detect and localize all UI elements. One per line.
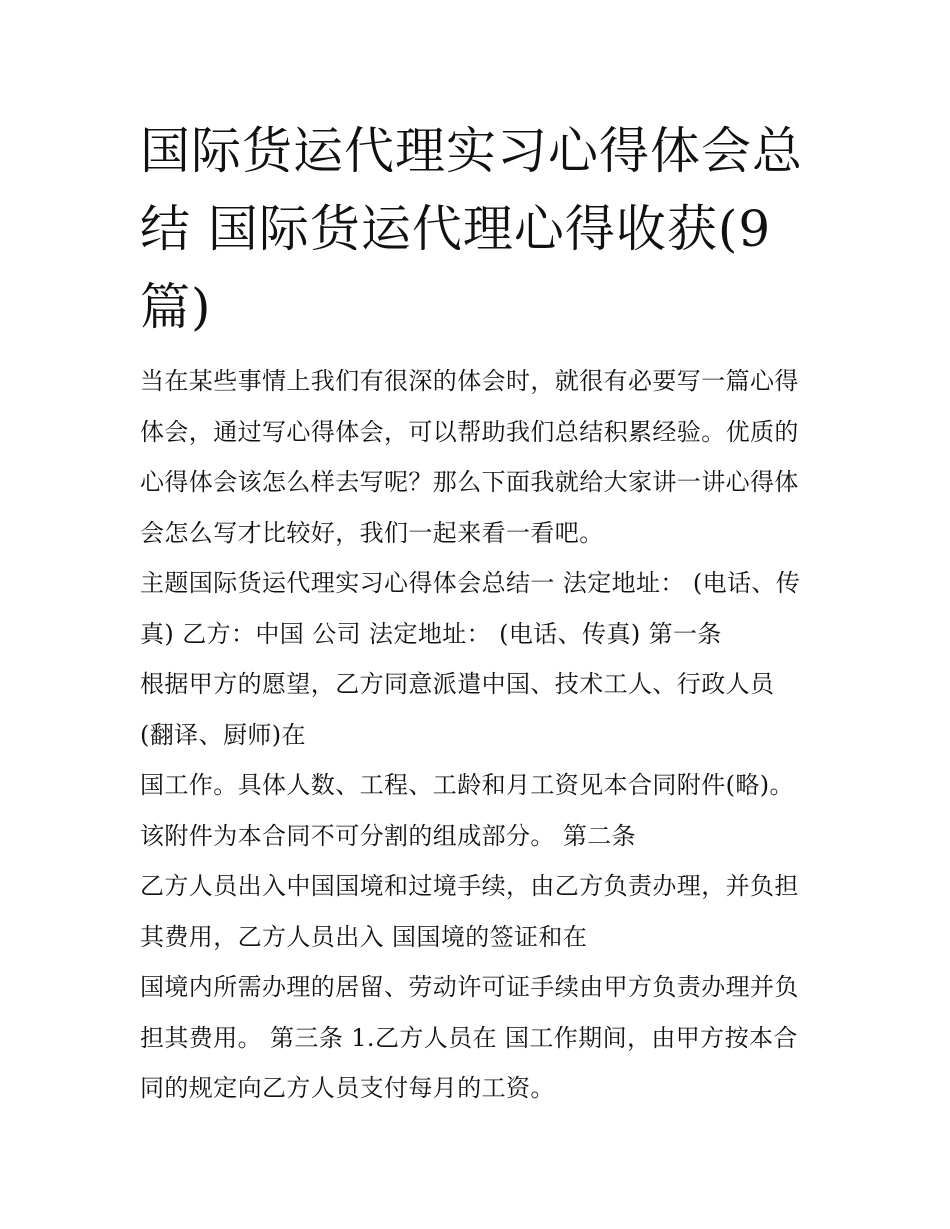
- body-line: 主题国际货运代理实习心得体会总结一 法定地址： (电话、传: [140, 569, 801, 597]
- body-line: 真) 乙方：中国 公司 法定地址： (电话、传真) 第一条: [140, 619, 722, 648]
- body-line: 乙方人员出入中国国境和过境手续，由乙方负责办理，并负担: [140, 872, 799, 900]
- body-line: (翻译、厨师)在: [140, 720, 306, 749]
- body-line: 该附件为本合同不可分割的组成部分。 第二条: [140, 821, 637, 850]
- body-line: 国工作。具体人数、工程、工龄和月工资见本合同附件(略)。: [140, 771, 794, 799]
- document-body: [140, 356, 820, 1114]
- body-line: 根据甲方的愿望，乙方同意派遣中国、技术工人、行政人员: [140, 670, 775, 698]
- document-title: [140, 112, 820, 346]
- title-line: 篇): [140, 278, 212, 336]
- body-line: 当在某些事情上我们有很深的体会时，就很有必要写一篇心得: [140, 367, 799, 395]
- body-line: 同的规定向乙方人员支付每月的工资。: [140, 1074, 555, 1102]
- body-line: 体会，通过写心得体会，可以帮助我们总结积累经验。优质的: [140, 417, 799, 446]
- body-line: 国境内所需办理的居留、劳动许可证手续由甲方负责办理并负: [140, 973, 799, 1001]
- title-line: 结 国际货运代理心得收获(9: [140, 200, 772, 258]
- body-line: 心得体会该怎么样去写呢？那么下面我就给大家讲一讲心得体: [140, 468, 799, 496]
- body-line: 其费用，乙方人员出入 国国境的签证和在: [140, 922, 588, 951]
- body-line: 会怎么写才比较好，我们一起来看一看吧。: [140, 518, 604, 547]
- title-line: 国际货运代理实习心得体会总: [140, 122, 803, 180]
- body-line: 担其费用。 第三条 1.乙方人员在 国工作期间，由甲方按本合: [140, 1023, 798, 1052]
